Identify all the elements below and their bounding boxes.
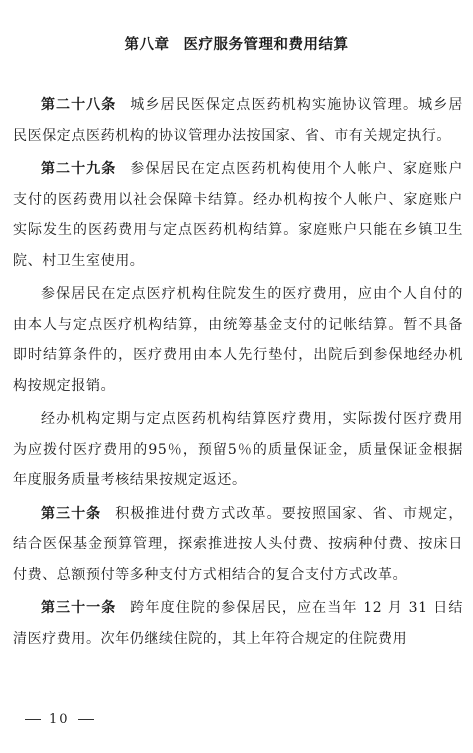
document-body <box>13 90 463 657</box>
article-paragraph <box>13 154 463 276</box>
chapter-title <box>0 33 473 54</box>
article-text: 跨年度住院的参保居民，应在当年 12 月 31 日结清医疗费用。次年仍继续住院的，其上年符合规定的住院费用 <box>13 600 464 647</box>
article-number: 第二十九条 <box>41 161 117 177</box>
chapter-number: 第八章 <box>124 37 170 53</box>
article-text: 积极推进付费方式改革。要按照国家、省、市规定，结合医保基金预算管理，探索推进按人头付费、按病种付费、按床日付费、总额预付等多种支付方式相结合的复合支付方式改革。 <box>13 505 463 583</box>
page-number-value: 10 <box>49 712 70 727</box>
article-text: 城乡居民医保定点医药机构实施协议管理。城乡居民医保定点医药机构的协议管理办法按国家、省、市有关规定执行。 <box>13 97 463 144</box>
body-paragraph <box>13 404 463 496</box>
article-number: 第二十八条 <box>41 97 117 113</box>
article-number: 第三十一条 <box>41 600 117 616</box>
article-text: 参保居民在定点医药机构使用个人帐户、家庭账户支付的医药费用以社会保障卡结算。经办机构按个人帐户、家庭账户实际发生的医药费用与定点医药机构结算。家庭账户只能在乡镇卫生院、村卫生室使用。 <box>13 161 463 269</box>
article-paragraph <box>13 90 463 151</box>
paragraph-text: 经办机构定期与定点医药机构结算医疗费用，实际拨付医疗费用为应拨付医疗费用的95％，预留5％的质量保证金，质量保证金根据年度服务质量考核结果按规定返还。 <box>13 411 463 488</box>
page-number <box>25 712 94 727</box>
dash-left <box>25 719 41 720</box>
chapter-heading: 医疗服务管理和费用结算 <box>183 37 349 53</box>
article-number: 第三十条 <box>41 505 102 522</box>
body-paragraph <box>13 279 463 401</box>
dash-right <box>78 719 94 720</box>
paragraph-text: 参保居民在定点医疗机构住院发生的医疗费用，应由个人自付的由本人与定点医疗机构结算，由统筹基金支付的记帐结算。暂不具备即时结算条件的，医疗费用由本人先行垫付，出院后到参保地经办机构按规定报销。 <box>13 286 463 394</box>
article-paragraph <box>13 593 463 654</box>
article-paragraph <box>13 499 463 591</box>
